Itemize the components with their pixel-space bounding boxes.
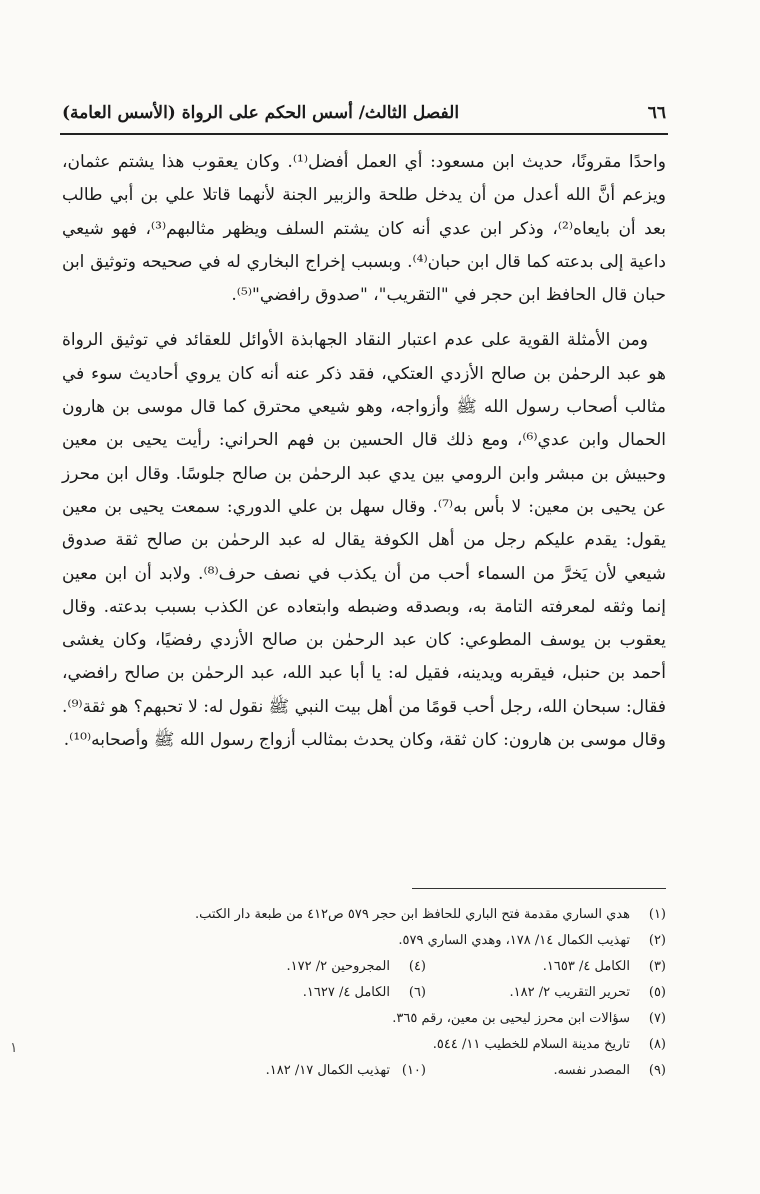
footnote-row <box>62 1058 666 1084</box>
footnote-text: تهذيب الكمال ١٤/ ١٧٨، وهدي الساري ٥٧٩. <box>398 933 630 948</box>
body-paragraph-2: ومن الأمثلة القوية على عدم اعتبار النقاد الجهابذة الأوائل للعقائد في توثيق الرواة هو عبد الرحمٰن بن صالح الأزدي العتكي، فقد ذكر عنه أنه كان يروي أحاديث سوء في مثالب أصحاب رسول الله ﷺ وأزواجه، وهو شيعي محترق كما قال موسى بن هارون الحمال وابن عدي⁽⁶⁾، ومع ذلك قال الحسين بن فهم الحراني: رأيت يحيى بن معين وحبيش بن مبشر وابن الرومي بين يدي عبد الرحمٰن بن صالح جلوسًا. وقال ابن محرز عن يحيى بن معين: لا بأس به⁽⁷⁾. وقال سهل بن علي الدوري: سمعت يحيى بن معين يقول: يقدم عليكم رجل من أهل الكوفة يقال له عبد الرحمٰن بن صالح ثقة صدوق شيعي لأن يَخرَّ من السماء أحب من أن يكذب في نصف حرف⁽⁸⁾. ولابد أن ابن معين إنما وثقه لمعرفته التامة به، وبصدقه وضبطه وابتعاده عن الكذب بسبب بدعته. وقال يعقوب بن يوسف المطوعي: كان عبد الرحمٰن بن صالح الأزدي رفضيًا، وكان يغشى أحمد بن حنبل، فيقربه ويدينه، فقيل له: يا أبا عبد الله، عبد الرحمٰن بن صالح رافضي، فقال: سبحان الله، رجل أحب قومًا من أهل بيت النبي ﷺ نقول له: لا تحبهم؟ هو ثقة⁽⁹⁾. وقال موسى بن هارون: كان ثقة، وكان يحدث بمثالب أزواج رسول الله ﷺ وأصحابه⁽¹⁰⁾. <box>62 330 666 751</box>
footnote-text: سؤالات ابن محرز ليحيى بن معين، رقم ٣٦٥. <box>392 1011 630 1026</box>
footnote-text: الكامل ٤/ ١٦٥٣. <box>542 959 630 974</box>
footnote-row <box>62 902 666 928</box>
footnote-number: (٢) <box>648 933 666 948</box>
footnote-number: (٦) <box>408 985 426 1000</box>
footnote-number: (١٠) <box>401 1063 426 1078</box>
footnote-9 <box>426 1058 666 1084</box>
header-divider <box>60 133 668 135</box>
footnote-5 <box>426 980 666 1006</box>
footnote-row <box>62 1006 666 1032</box>
footnote-8 <box>433 1032 666 1058</box>
margin-mark: ١ <box>10 1040 18 1056</box>
footnote-number: (٧) <box>648 1011 666 1026</box>
footnote-row <box>62 954 666 980</box>
footnote-number: (١) <box>648 907 666 922</box>
footnotes <box>62 902 666 1084</box>
footnote-2 <box>398 928 666 954</box>
footnote-row <box>62 1032 666 1058</box>
footnote-text: المصدر نفسه. <box>553 1063 630 1078</box>
footnote-row <box>62 980 666 1006</box>
footnote-number: (٣) <box>648 959 666 974</box>
footnote-divider <box>412 888 666 889</box>
footnote-text: تاريخ مدينة السلام للخطيب ١١/ ٥٤٤. <box>432 1037 630 1052</box>
footnote-number: (٤) <box>408 959 426 974</box>
main-text <box>62 146 666 757</box>
footnote-4 <box>186 954 426 980</box>
footnote-3 <box>426 954 666 980</box>
page-number: ٦٦ <box>647 103 666 123</box>
footnote-number: (٩) <box>648 1063 666 1078</box>
footnote-text: هدي الساري مقدمة فتح الباري للحافظ ابن حجر ٥٧٩ ص٤١٢ من طبعة دار الكتب. <box>194 907 630 922</box>
footnote-text: الكامل ٤/ ١٦٢٧. <box>302 985 390 1000</box>
body-paragraph-1: واحدًا مقرونًا، حديث ابن مسعود: أي العمل أفضل⁽¹⁾. وكان يعقوب هذا يشتم عثمان، ويزعم أنَّ الله أعدل من أن يدخل طلحة والزبير الجنة لأنهما قاتلا علي بن أبي طالب بعد أن بايعاه⁽²⁾، وذكر ابن عدي أنه كان يشتم السلف ويظهر مثالبهم⁽³⁾، فهو شيعي داعية إلى بدعته كما قال ابن حبان⁽⁴⁾. وبسبب إخراج البخاري له في صحيحه وتوثيق ابن حبان قال الحافظ ابن حجر في "التقريب"، "صدوق رافضي"⁽⁵⁾. <box>62 152 667 306</box>
footnote-text: تهذيب الكمال ١٧/ ١٨٢. <box>265 1063 390 1078</box>
footnote-number: (٥) <box>648 985 666 1000</box>
footnote-text: المجروحين ٢/ ١٧٢. <box>286 959 390 974</box>
running-header <box>62 96 666 130</box>
footnote-6 <box>186 980 426 1006</box>
footnote-10 <box>186 1058 426 1084</box>
chapter-title: الفصل الثالث/ أسس الحكم على الرواة (الأسس العامة) <box>62 103 460 123</box>
footnote-text: تحرير التقريب ٢/ ١٨٢. <box>509 985 630 1000</box>
footnote-number: (٨) <box>648 1037 666 1052</box>
footnote-row <box>62 928 666 954</box>
footnote-7 <box>392 1006 666 1032</box>
footnote-1 <box>195 902 666 928</box>
